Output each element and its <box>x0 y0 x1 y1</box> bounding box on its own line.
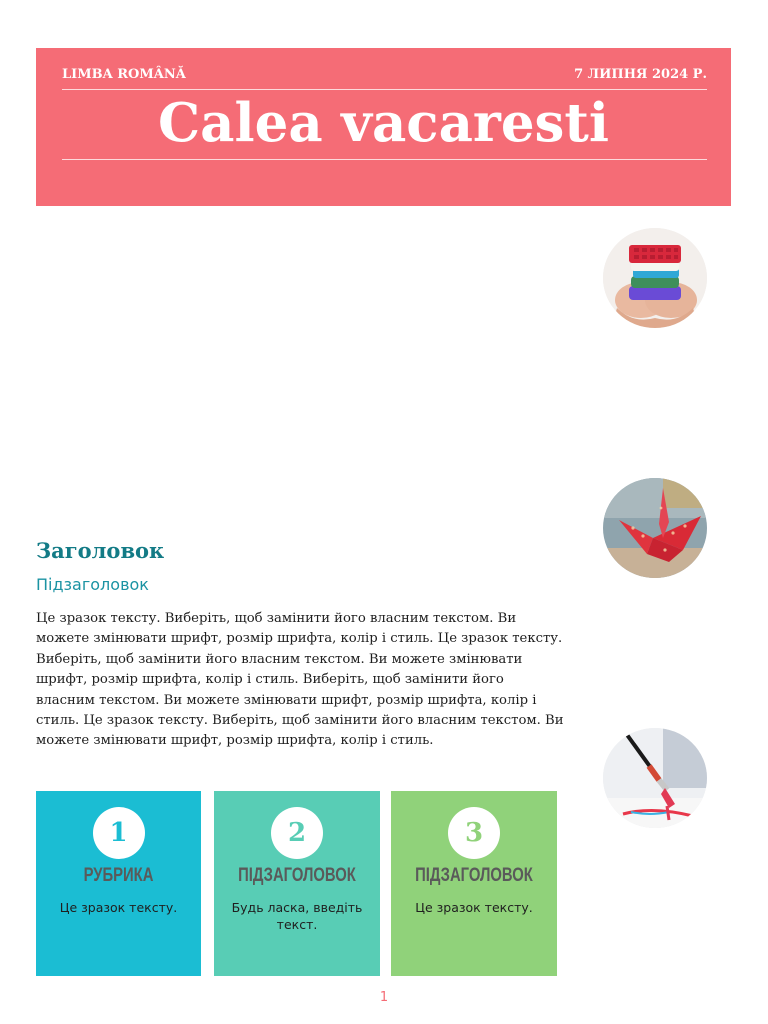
clay-blocks-image <box>603 228 707 328</box>
card-title: ПІДЗАГОЛОВОК <box>415 865 533 886</box>
card-number-badge: 2 <box>271 807 323 859</box>
issue-date: 7 ЛИПНЯ 2024 Р. <box>574 66 707 82</box>
article-heading: Заголовок <box>36 538 165 563</box>
page-number: 1 <box>379 990 389 1005</box>
feature-card-1 <box>36 791 201 976</box>
card-text: Це зразок тексту. <box>415 900 533 915</box>
masthead <box>36 48 731 206</box>
paintbrush-photo <box>603 728 707 828</box>
masthead-rule-bottom <box>62 159 707 160</box>
paintbrush-image <box>603 728 707 828</box>
card-title: ПІДЗАГОЛОВОК <box>238 865 356 886</box>
card-number-badge: 1 <box>93 807 145 859</box>
origami-crane-image <box>603 478 707 578</box>
card-number-badge: 3 <box>448 807 500 859</box>
newsletter-title: Calea vacaresti <box>157 92 610 154</box>
feature-card-3 <box>391 791 557 976</box>
card-title: РУБРИКА <box>83 865 154 886</box>
origami-crane-photo <box>603 478 707 578</box>
article-body: Це зразок тексту. Виберіть, щоб замінити його власним текстом. Ви можете змінювати шрифт, розмір шрифта, колір і стиль. Це зразок тексту. Виберіть, щоб замінити його власним текстом. Ви можете змінювати шрифт, розмір шрифта, колір і стиль. Виберіть, щоб замінити його власним текстом. Ви можете змінювати шрифт, розмір шрифта, колір і стиль. Це зразок тексту. Виберіть, щоб замінити його власним текстом. Ви можете змінювати шрифт, розмір шрифта, колір і стиль. <box>36 611 564 749</box>
card-text: Це зразок тексту. <box>59 900 178 915</box>
section-label: LIMBA ROMÂNĂ <box>62 66 186 82</box>
masthead-top-row <box>62 65 707 83</box>
clay-blocks-photo <box>603 228 707 328</box>
article-subheading: Підзаголовок <box>36 575 149 594</box>
feature-card-2 <box>214 791 380 976</box>
card-text: Будь ласка, введіть текст. <box>231 900 363 932</box>
